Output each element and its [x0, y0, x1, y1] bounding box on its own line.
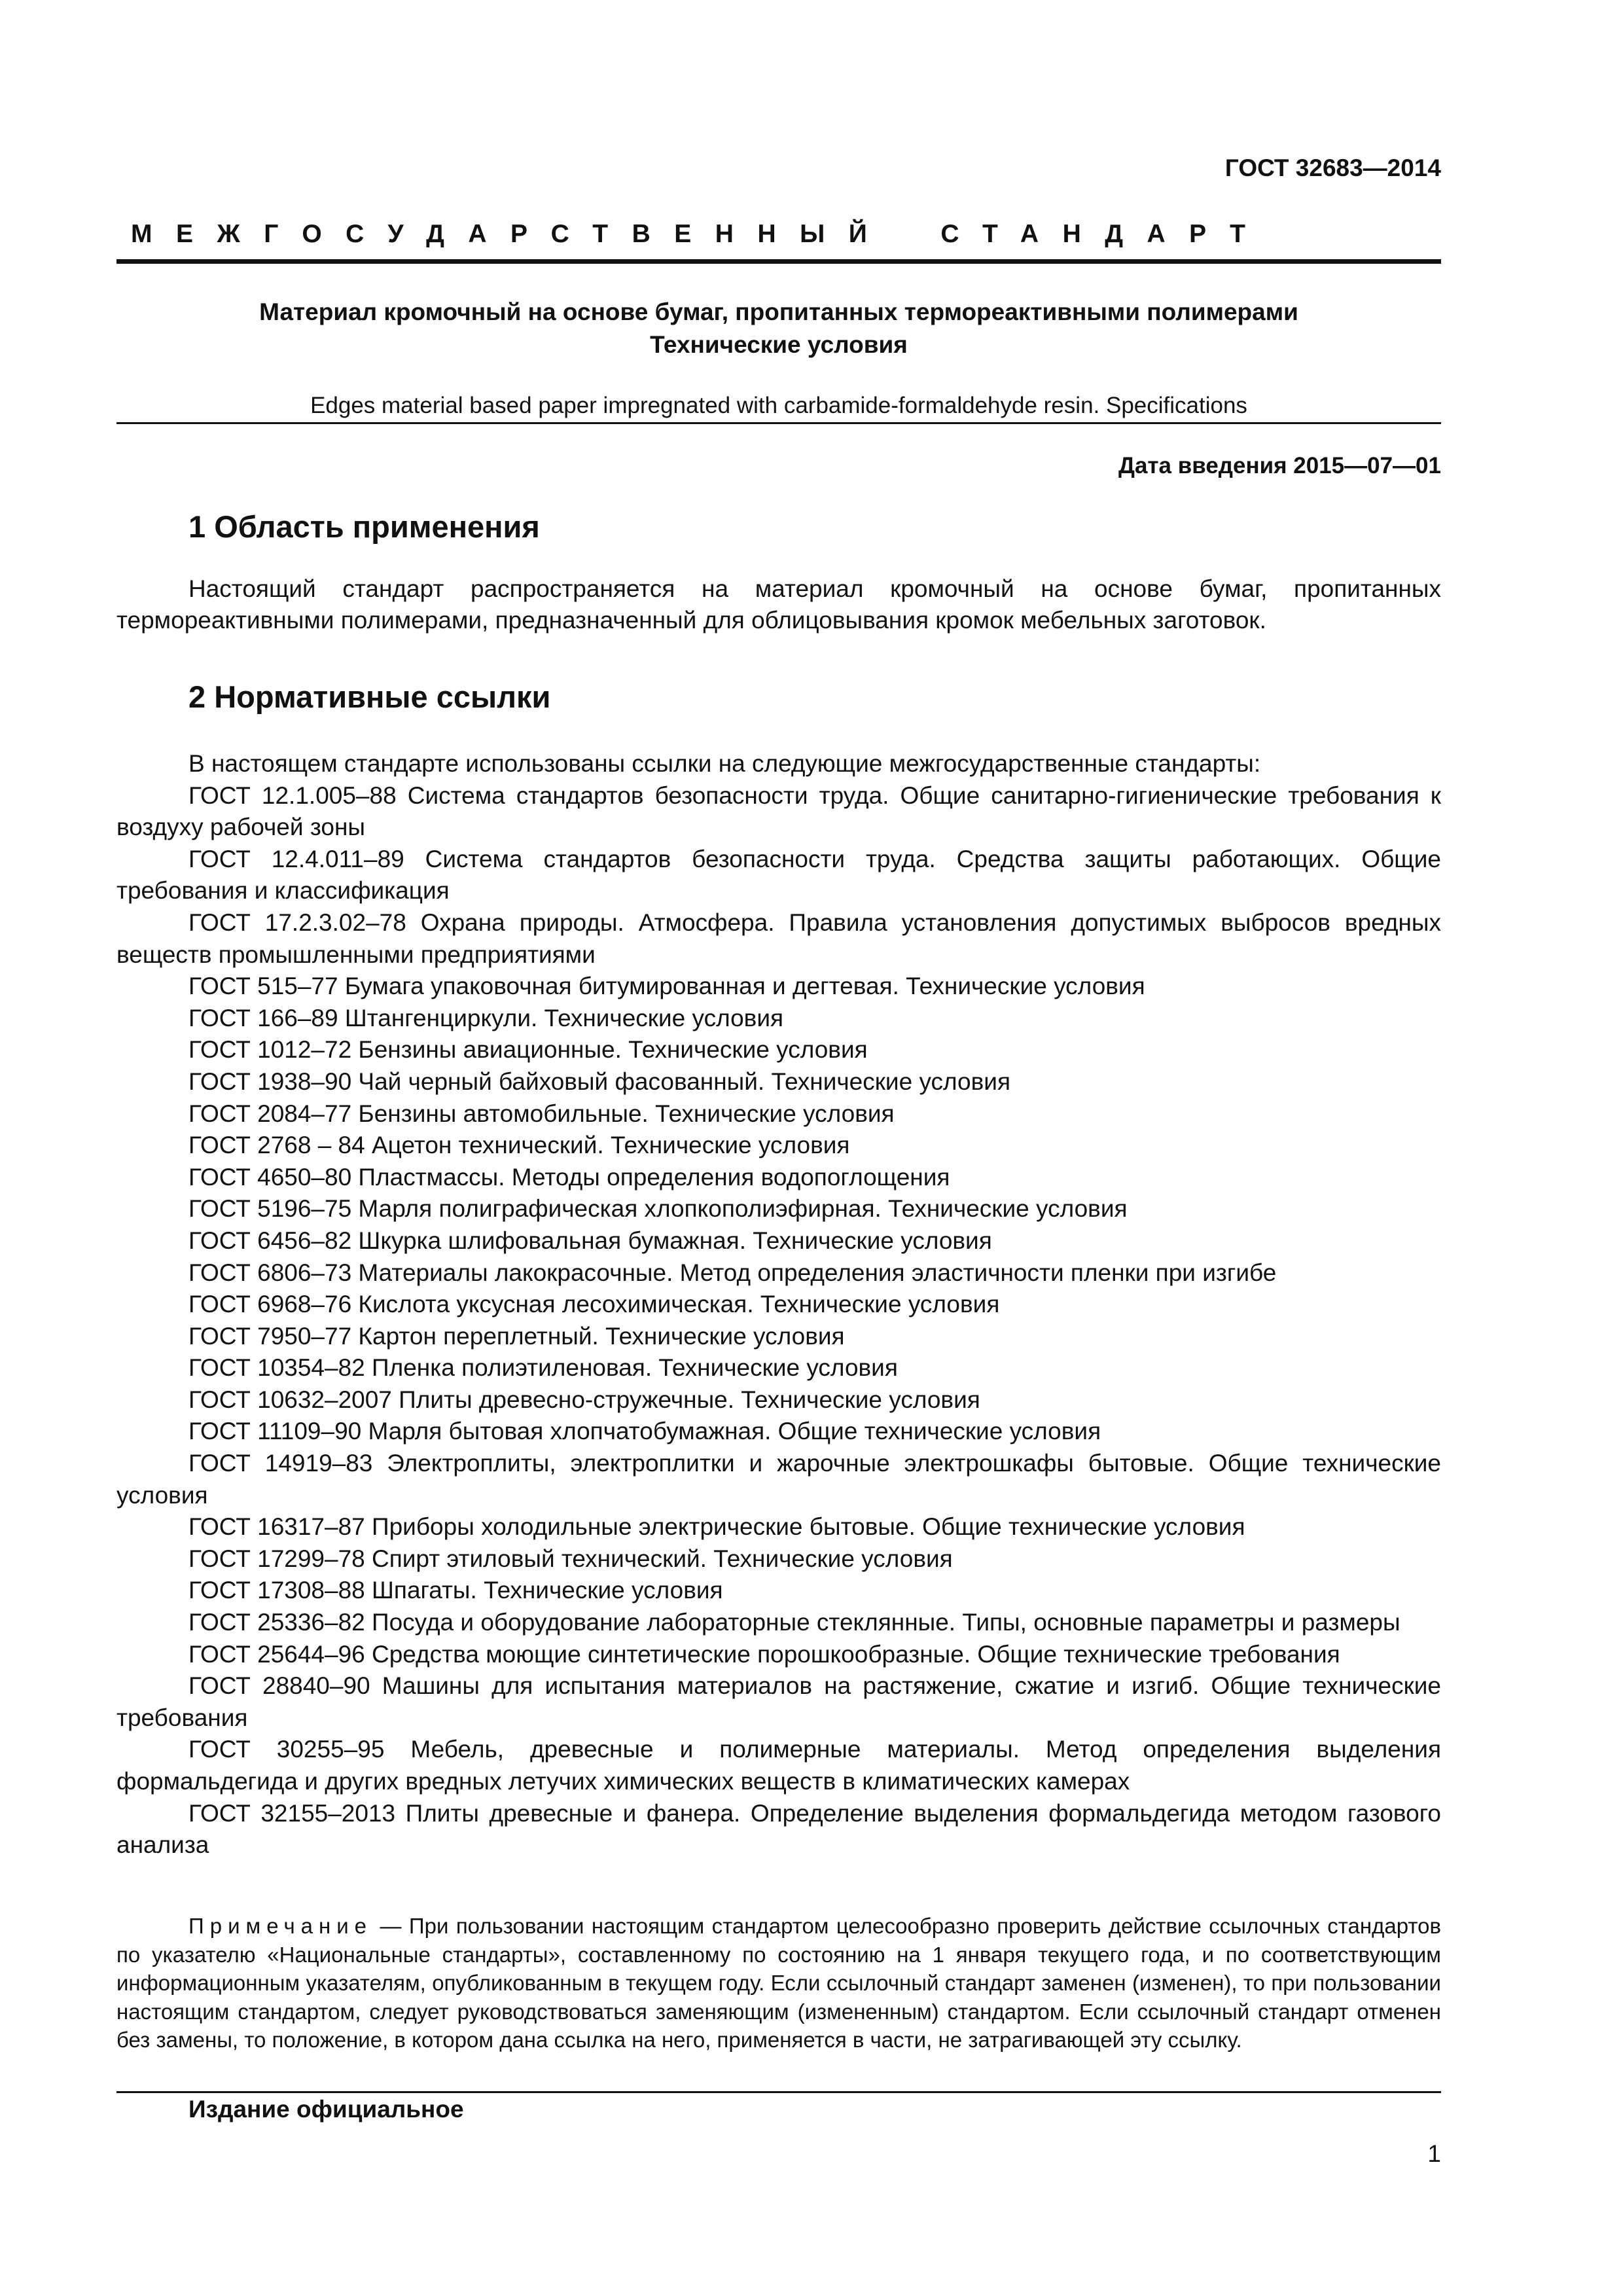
header-rule: [116, 259, 1441, 264]
reference-item: ГОСТ 166–89 Штангенциркули. Технические условия: [188, 1004, 784, 1031]
reference-item: ГОСТ 2084–77 Бензины автомобильные. Технические условия: [188, 1100, 895, 1127]
note-text: — При пользовании настоящим стандартом целесообразно проверить действие ссылочных стандартов по указателю «Национальные стандарты», составленному по состоянию на 1 января текущего года, и по соответствующим информационным указателям, опубликованным в текущем году. Если ссылочный стандарт заменен (изменен), то при пользовании настоящим стандартом, следует руководствоваться заменяющим (измененным) стандартом. Если ссылочный стандарт отменен без замены, то положение, в котором дана ссылка на него, применяется в части, не затрагивающей эту ссылку.: [116, 1914, 1441, 2052]
standard-type-word-standard: СТАНДАРТ: [940, 220, 1270, 248]
reference-item: ГОСТ 17299–78 Спирт этиловый технический. Технические условия: [188, 1545, 953, 1572]
footer-rule: [116, 2091, 1441, 2093]
reference-item: ГОСТ 12.4.011–89 Система стандартов безопасности труда. Средства защиты работающих. Общие требования и классификация: [116, 845, 1441, 905]
reference-item: ГОСТ 14919–83 Электроплиты, электроплитки и жарочные электрошкафы бытовые. Общие технические условия: [116, 1450, 1441, 1509]
reference-item: ГОСТ 11109–90 Марля бытовая хлопчатобумажная. Общие технические условия: [188, 1418, 1101, 1445]
reference-item: ГОСТ 5196–75 Марля полиграфическая хлопкополиэфирная. Технические условия: [188, 1195, 1128, 1223]
reference-item: ГОСТ 10632–2007 Плиты древесно-стружечные. Технические условия: [188, 1386, 980, 1413]
english-title: Edges material based paper impregnated with carbamide-formaldehyde resin. Specifications: [310, 393, 1247, 418]
reference-item: ГОСТ 32155–2013 Плиты древесные и фанера. Определение выделения формальдегида методом газового анализа: [116, 1799, 1441, 1859]
title-line-2: Технические условия: [650, 331, 908, 358]
official-edition-label: Издание официальное: [188, 2096, 464, 2123]
standard-type-heading: [116, 220, 1441, 254]
reference-item: ГОСТ 6806–73 Материалы лакокрасочные. Метод определения эластичности пленки при изгибе: [188, 1259, 1277, 1286]
reference-item: ГОСТ 1938–90 Чай черный байховый фасованный. Технические условия: [188, 1067, 1010, 1095]
section-1-heading: 1 Область применения: [188, 509, 540, 544]
section-1-body: [116, 573, 1441, 636]
reference-item: ГОСТ 28840–90 Машины для испытания материалов на растяжение, сжатие и изгиб. Общие технические требования: [116, 1672, 1441, 1731]
reference-item: ГОСТ 25644–96 Средства моющие синтетические порошкообразные. Общие технические требования: [188, 1640, 1340, 1668]
section-1-text: Настоящий стандарт распространяется на материал кромочный на основе бумаг, пропитанных термореактивными полимерами, предназначенный для облицовывания кромок мебельных заготовок.: [116, 575, 1441, 634]
title-rule: [116, 422, 1441, 424]
page-number: 1: [1427, 2140, 1441, 2167]
reference-item: ГОСТ 16317–87 Приборы холодильные электрические бытовые. Общие технические условия: [188, 1513, 1245, 1541]
reference-item: ГОСТ 1012–72 Бензины авиационные. Технические условия: [188, 1036, 868, 1064]
reference-item: ГОСТ 12.1.005–88 Система стандартов безопасности труда. Общие санитарно-гигиенические требования к воздуху рабочей зоны: [116, 781, 1441, 841]
section-2-heading: 2 Нормативные ссылки: [188, 679, 551, 714]
references-note: [116, 1912, 1441, 2054]
references-list: [116, 748, 1441, 1861]
title-line-1: Материал кромочный на основе бумаг, пропитанных термореактивными полимерами: [259, 298, 1298, 325]
note-label: Примечание: [188, 1914, 373, 1938]
reference-item: ГОСТ 17.2.3.02–78 Охрана природы. Атмосфера. Правила установления допустимых выбросов вредных веществ промышленными предприятиями: [116, 908, 1441, 968]
introduction-date: Дата введения 2015—07—01: [1118, 453, 1441, 478]
reference-item: ГОСТ 6968–76 Кислота уксусная лесохимическая. Технические условия: [188, 1291, 1000, 1318]
reference-item: ГОСТ 2768 – 84 Ацетон технический. Технические условия: [188, 1132, 850, 1159]
standard-type-word-interstate: МЕЖГОСУДАРСТВЕННЫЙ: [131, 220, 891, 248]
reference-item: ГОСТ 30255–95 Мебель, древесные и полимерные материалы. Метод определения выделения формальдегида и других вредных летучих химических веществ в климатических камерах: [116, 1736, 1441, 1795]
reference-item: ГОСТ 515–77 Бумага упаковочная битумированная и дегтевая. Технические условия: [188, 973, 1145, 1000]
reference-item: ГОСТ 25336–82 Посуда и оборудование лабораторные стеклянные. Типы, основные параметры и размеры: [188, 1609, 1400, 1636]
reference-item: ГОСТ 10354–82 Пленка полиэтиленовая. Технические условия: [188, 1354, 898, 1382]
reference-item: ГОСТ 17308–88 Шпагаты. Технические условия: [188, 1577, 723, 1604]
reference-item: ГОСТ 6456–82 Шкурка шлифовальная бумажная. Технические условия: [188, 1227, 992, 1254]
references-intro: В настоящем стандарте использованы ссылки на следующие межгосударственные стандарты:: [188, 750, 1261, 777]
reference-item: ГОСТ 4650–80 Пластмассы. Методы определения водопоглощения: [188, 1163, 950, 1191]
document-title: [116, 296, 1441, 361]
reference-item: ГОСТ 7950–77 Картон переплетный. Технические условия: [188, 1322, 845, 1350]
doc-number: ГОСТ 32683—2014: [1224, 154, 1441, 181]
